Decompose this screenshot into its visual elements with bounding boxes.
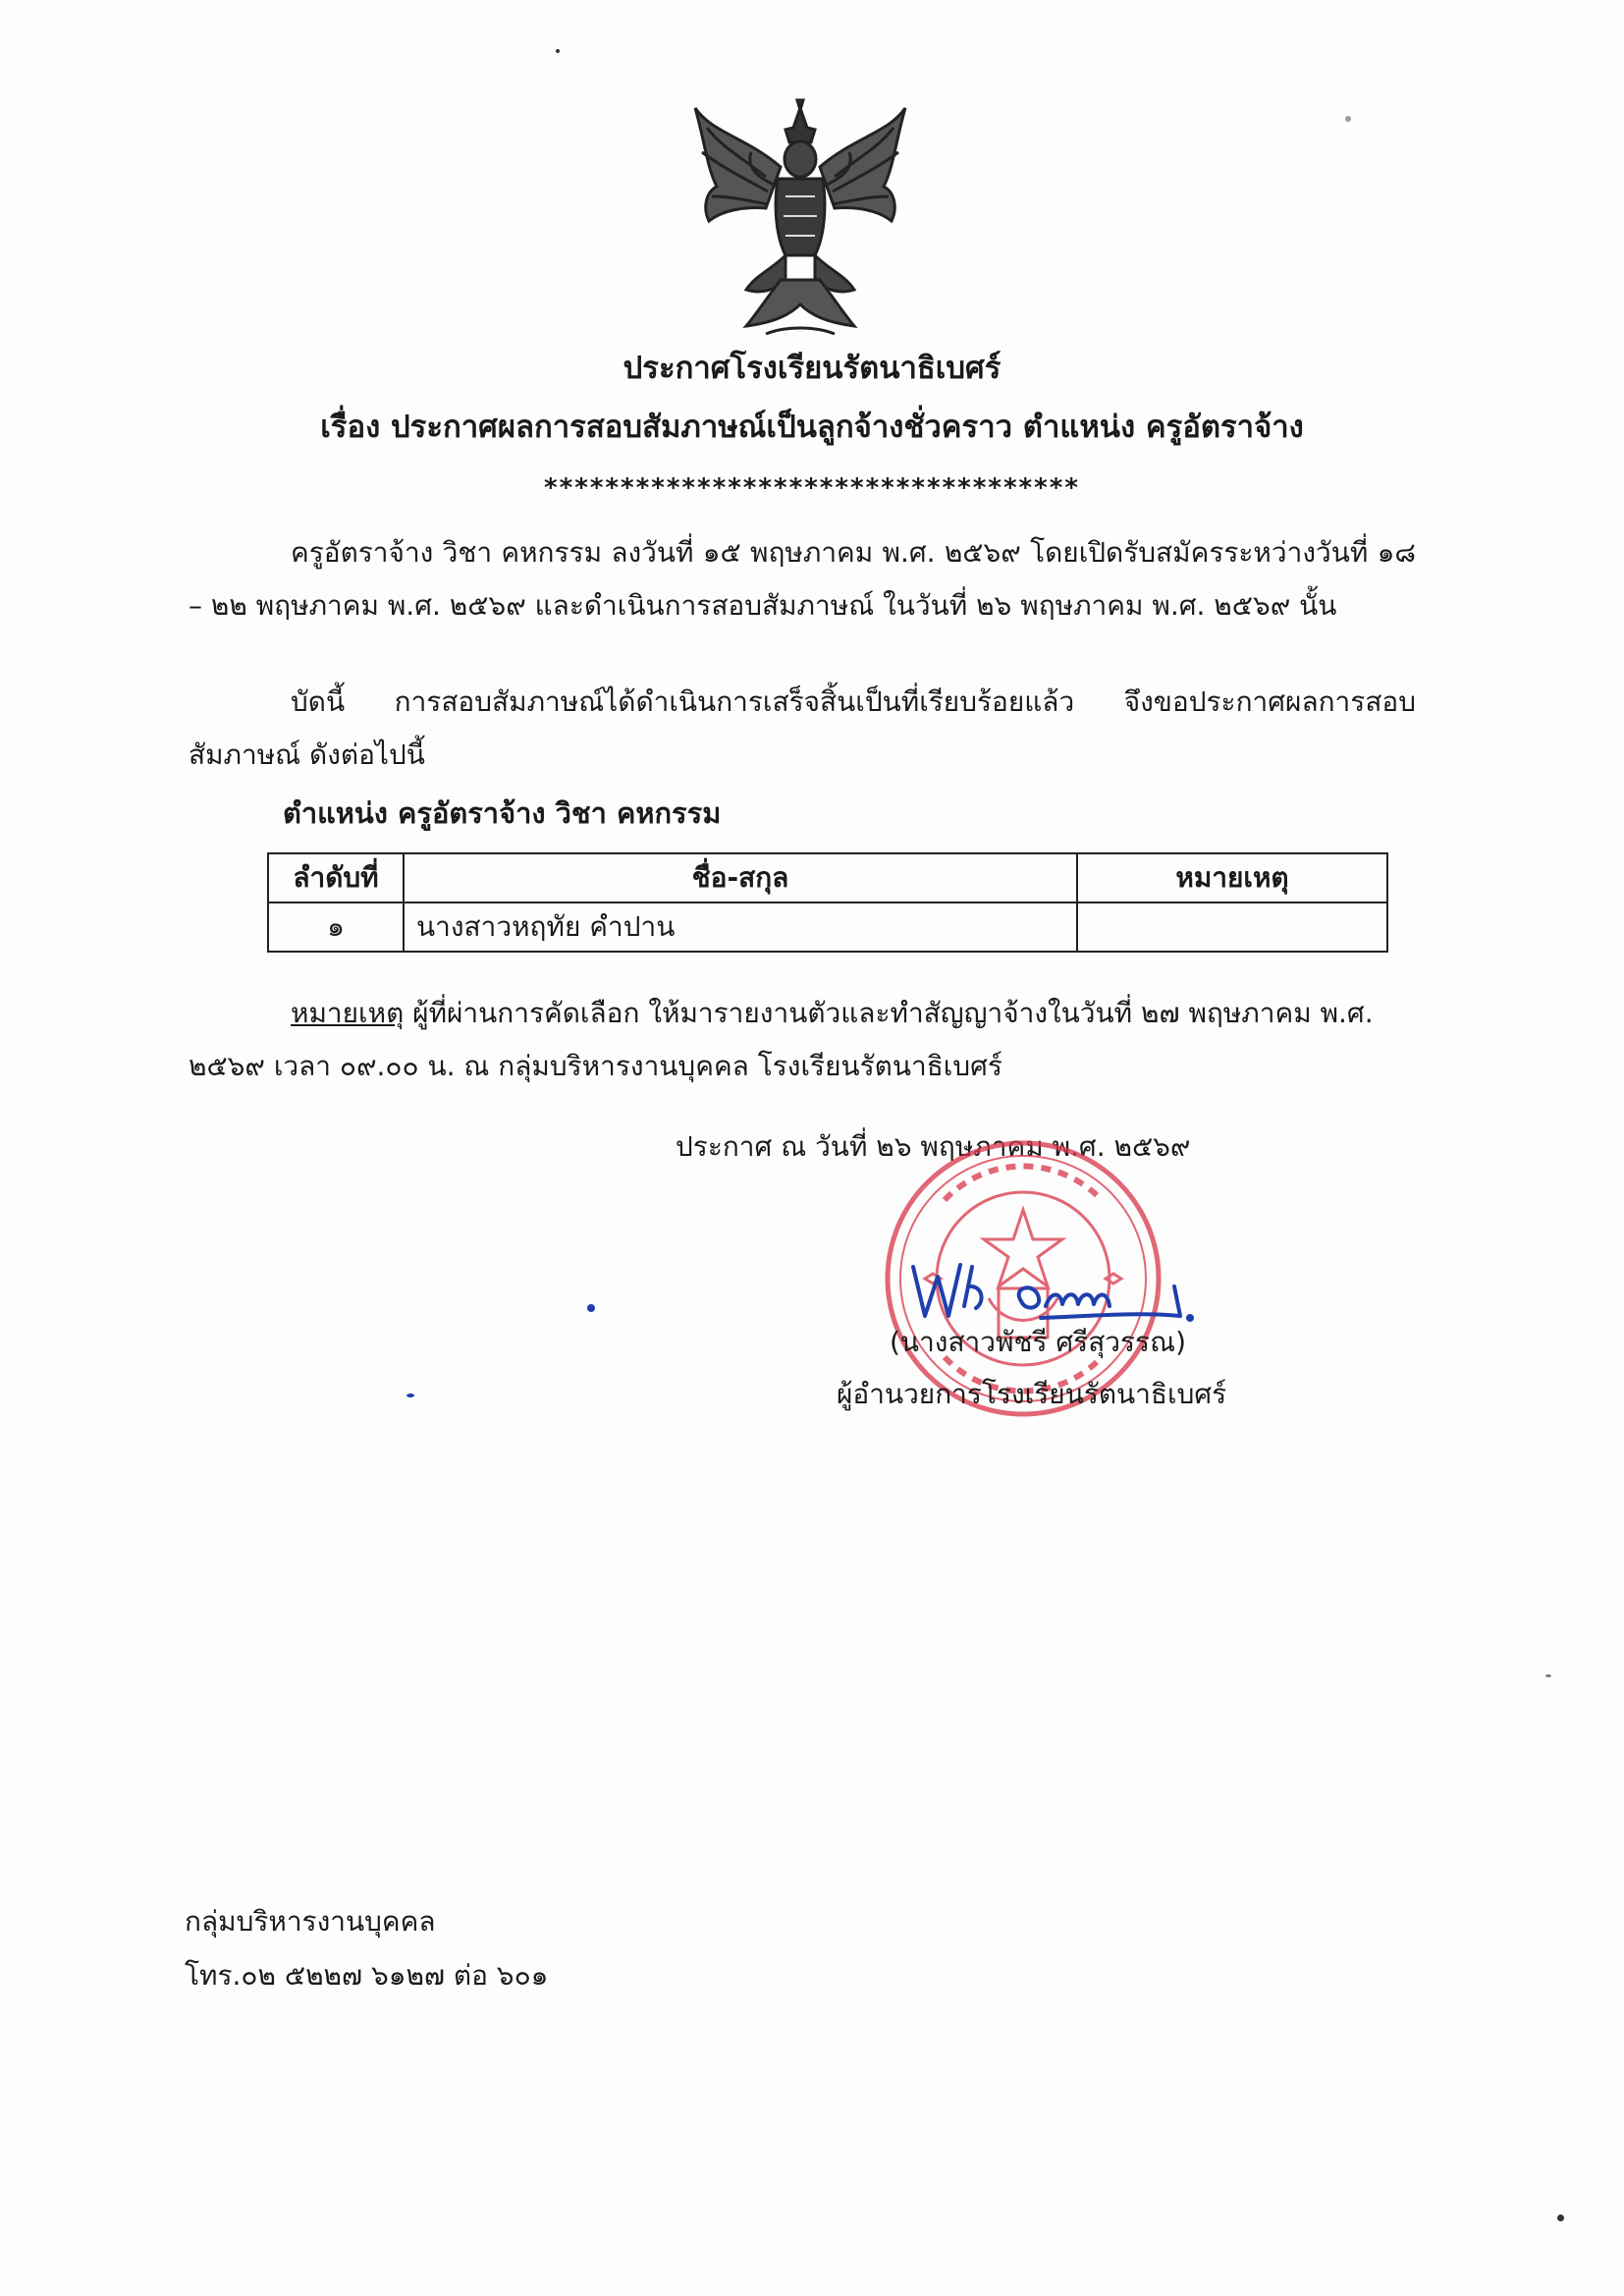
document-title: ประกาศโรงเรียนรัตนาธิเบศร์ <box>623 351 1001 386</box>
paragraph-intro-text: ครูอัตราจ้าง วิชา คหกรรม ลงวันที่ ๑๕ พฤษภาคม พ.ศ. ๒๕๖๙ โดยเปิดรับสมัครระหว่างวันที่ ๑๘ – ๒๒ พฤษภาคม พ.ศ. ๒๕๖๙ และดำเนินการสอบสัมภาษณ์ ในวันที่ ๒๖ พฤษภาคม พ.ศ. ๒๕๖๙ นั้น <box>189 536 1416 622</box>
scan-speck <box>556 49 560 53</box>
header-name: ชื่อ-สกุล <box>404 853 1077 902</box>
separator-line: *********************************** <box>544 473 1080 503</box>
scan-speck <box>1557 2214 1564 2221</box>
note-block <box>189 987 1416 1093</box>
paragraph-intro <box>189 526 1416 632</box>
footer-department: กลุ่มบริหารงานบุคคล <box>185 1905 436 1938</box>
document-subject: เรื่อง ประกาศผลการสอบสัมภาษณ์เป็นลูกจ้างชั่วคราว ตำแหน่ง ครูอัตราจ้าง <box>320 410 1304 445</box>
scan-speck <box>587 1304 595 1312</box>
signer-position: ผู้อำนวยการโรงเรียนรัตนาธิเบศร์ <box>837 1378 1227 1410</box>
table-row <box>268 902 1387 952</box>
result-table <box>267 852 1388 953</box>
paragraph-result <box>189 676 1416 782</box>
note-paragraph <box>189 987 1416 1093</box>
signer-name: (นางสาวพัชรี ศรีสุวรรณ) <box>890 1326 1186 1358</box>
note-text: ผู้ที่ผ่านการคัดเลือก ให้มารายงานตัวและทำสัญญาจ้างในวันที่ ๒๗ พฤษภาคม พ.ศ. ๒๕๖๙ เวลา ๐๙.๐๐ น. ณ กลุ่มบริหารงานบุคคล โรงเรียนรัตนาธิเบศร์ <box>189 997 1374 1082</box>
cell-order: ๑ <box>268 902 404 952</box>
header-remark: หมายเหตุ <box>1077 853 1387 902</box>
scan-speck <box>406 1394 414 1397</box>
paragraph-result-text: บัดนี้ การสอบสัมภาษณ์ได้ดำเนินการเสร็จสิ้นเป็นที่เรียบร้อยแล้ว จึงขอประกาศผลการสอบสัมภาษณ์ ดังต่อไปนี้ <box>189 685 1416 771</box>
cell-name: นางสาวหฤทัย คำปาน <box>404 902 1077 952</box>
table-header-row <box>268 853 1387 902</box>
position-heading: ตำแหน่ง ครูอัตราจ้าง วิชา คหกรรม <box>283 796 722 830</box>
scan-speck <box>1545 1674 1551 1677</box>
note-label: หมายเหตุ <box>291 997 405 1029</box>
garuda-emblem-icon <box>687 98 913 344</box>
scan-speck <box>1345 116 1351 122</box>
footer-phone: โทร.๐๒ ๕๒๒๗ ๖๑๒๗ ต่อ ๖๐๑ <box>185 1959 549 1992</box>
cell-remark <box>1077 902 1387 952</box>
announce-date: ประกาศ ณ วันที่ ๒๖ พฤษภาคม พ.ศ. ๒๕๖๙ <box>676 1130 1191 1163</box>
header-order: ลำดับที่ <box>268 853 404 902</box>
